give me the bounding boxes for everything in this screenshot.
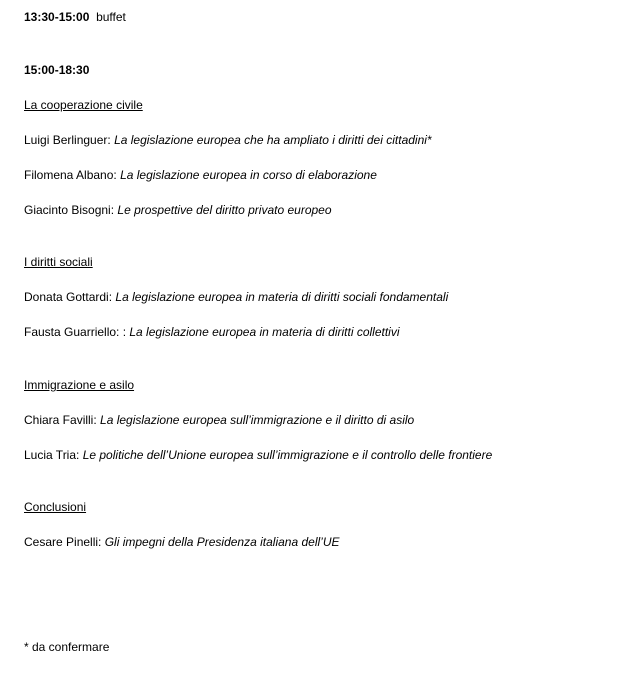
speaker-name: Cesare Pinelli: <box>24 535 105 549</box>
talk-item <box>24 412 414 428</box>
talk-item <box>24 534 340 550</box>
buffet-label: buffet <box>96 10 126 24</box>
speaker-name: Lucia Tria: <box>24 448 83 462</box>
talk-title: La legislazione europea sull’immigrazione e il diritto di asilo <box>100 413 415 427</box>
talk-title: La legislazione europea che ha ampliato i diritti dei cittadini* <box>114 133 432 147</box>
section-heading-cooperazione: La cooperazione civile <box>24 98 143 112</box>
talk-item <box>24 447 492 463</box>
speaker-name: Luigi Berlinguer: <box>24 133 115 147</box>
buffet-line <box>24 9 126 25</box>
session-time: 15:00-18:30 <box>24 63 90 77</box>
talk-item <box>24 289 448 305</box>
talk-item <box>24 167 377 183</box>
talk-item <box>24 324 400 340</box>
section-heading-conclusioni: Conclusioni <box>24 500 87 514</box>
speaker-name: Fausta Guarriello: : <box>24 325 130 339</box>
talk-item <box>24 132 432 148</box>
footnote: * da confermare <box>24 640 110 654</box>
talk-title: La legislazione europea in corso di elaborazione <box>120 168 377 182</box>
section-heading-immigrazione: Immigrazione e asilo <box>24 378 135 392</box>
talk-title: La legislazione europea in materia di diritti collettivi <box>129 325 400 339</box>
speaker-name: Giacinto Bisogni: <box>24 203 118 217</box>
talk-title: La legislazione europea in materia di diritti sociali fondamentali <box>115 290 449 304</box>
talk-title: Le politiche dell’Unione europea sull’immigrazione e il controllo delle frontiere <box>82 448 493 462</box>
section-heading-diritti-sociali: I diritti sociali <box>24 255 93 269</box>
talk-item <box>24 202 332 218</box>
speaker-name: Donata Gottardi: <box>24 290 116 304</box>
buffet-time: 13:30-15:00 <box>24 10 90 24</box>
speaker-name: Filomena Albano: <box>24 168 121 182</box>
talk-title: Gli impegni della Presidenza italiana dell’UE <box>104 535 340 549</box>
talk-title: Le prospettive del diritto privato europeo <box>117 203 332 217</box>
speaker-name: Chiara Favilli: <box>24 413 101 427</box>
